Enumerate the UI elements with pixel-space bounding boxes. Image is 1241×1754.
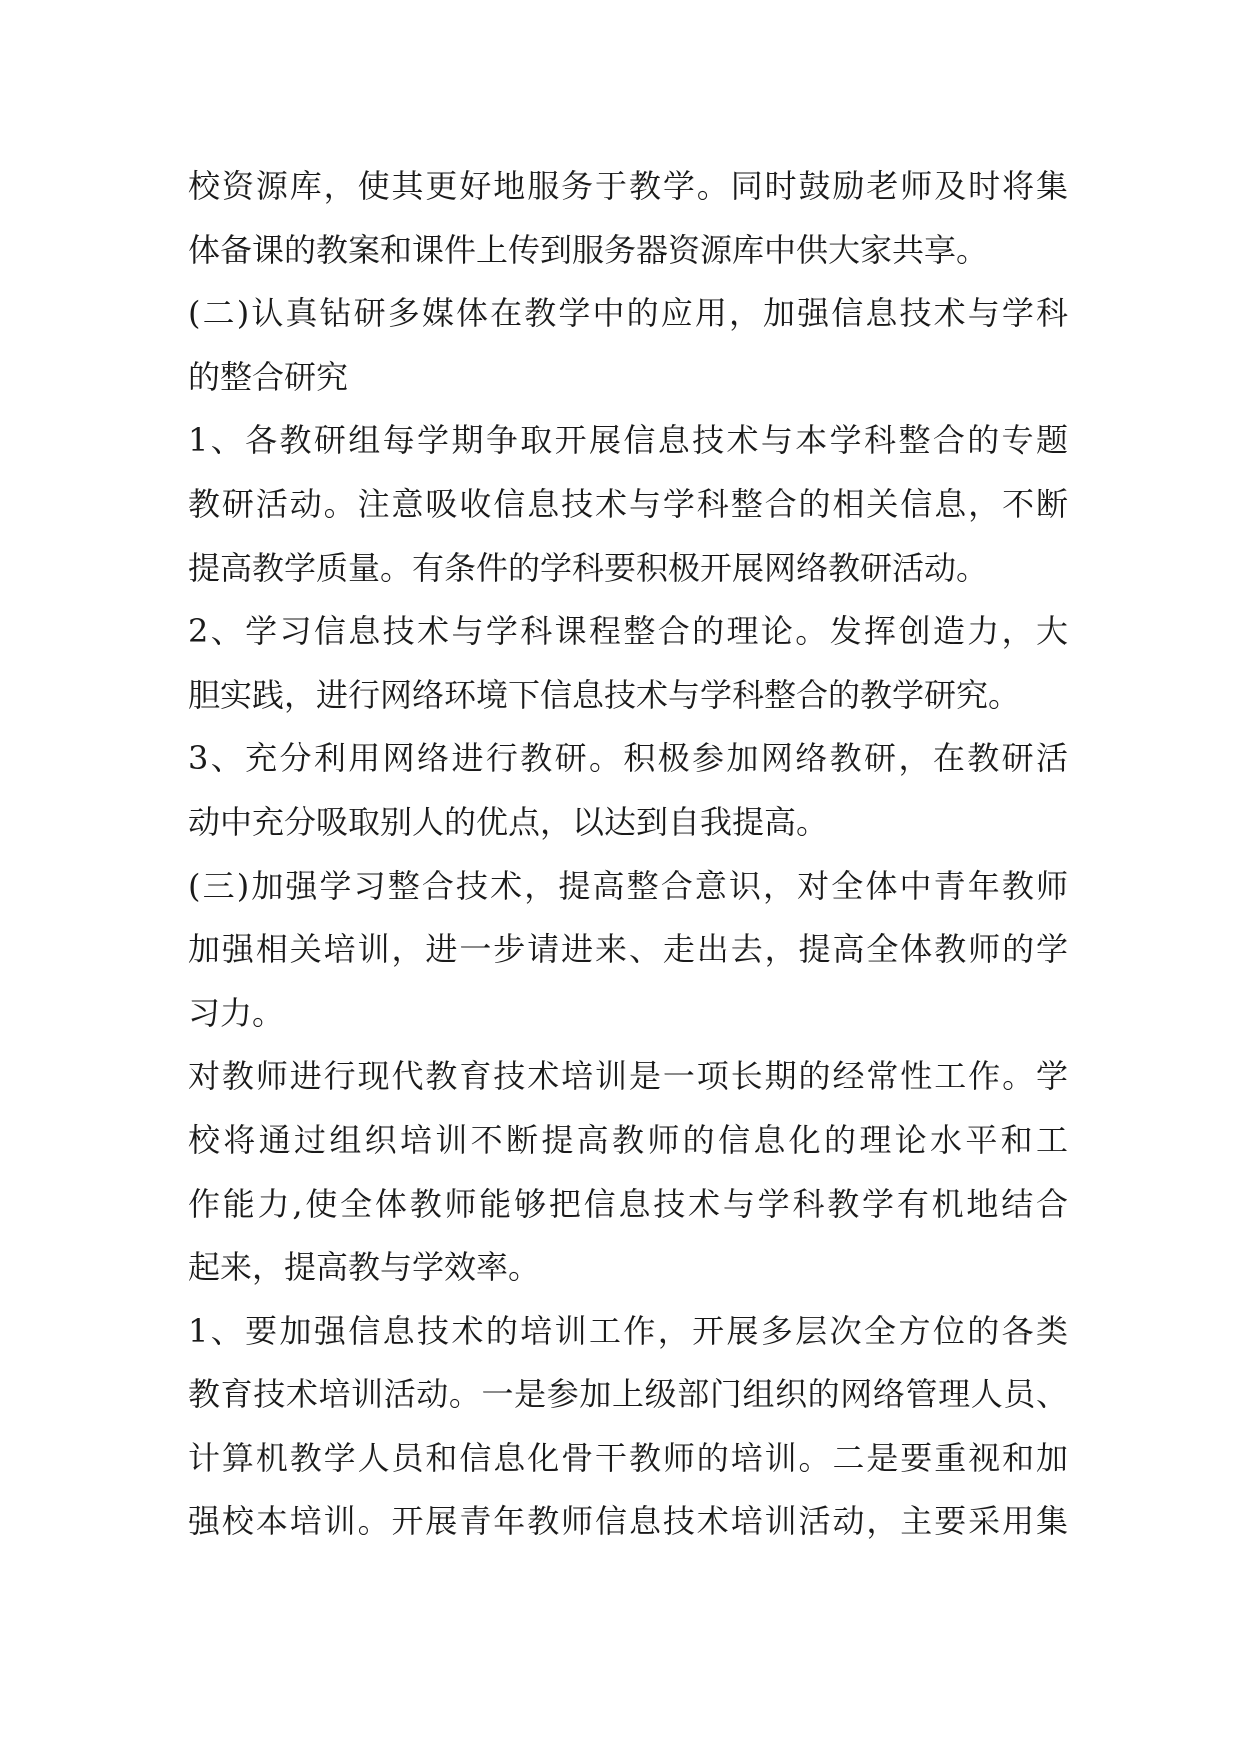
body-text xyxy=(188,155,1068,1554)
text-line: 校将通过组织培训不断提高教师的信息化的理论水平和工 xyxy=(188,1120,1068,1159)
text-line: 计算机教学人员和信息化骨干教师的培训。二是要重视和加 xyxy=(188,1438,1068,1477)
text-line: 提高教学质量。有条件的学科要积极开展网络教研活动。 xyxy=(188,548,989,587)
text-line: 1、要加强信息技术的培训工作，开展多层次全方位的各类 xyxy=(188,1311,1068,1350)
text-line: 教研活动。注意吸收信息技术与学科整合的相关信息，不断 xyxy=(188,484,1068,523)
text-line: 作能力,使全体教师能够把信息技术与学科教学有机地结合 xyxy=(188,1184,1068,1223)
text-line: 起来，提高教与学效率。 xyxy=(188,1248,541,1287)
section-heading: 习力。 xyxy=(188,993,285,1032)
section-heading: 加强相关培训，进一步请进来、走出去，提高全体教师的学 xyxy=(188,930,1068,969)
text-line: 对教师进行现代教育技术培训是一项长期的经常性工作。学 xyxy=(188,1057,1068,1096)
text-line: 教育技术培训活动。一是参加上级部门组织的网络管理人员、 xyxy=(188,1375,1068,1414)
section-heading: 的整合研究 xyxy=(188,357,349,396)
text-line: 强校本培训。开展青年教师信息技术培训活动，主要采用集 xyxy=(188,1502,1068,1541)
text-line: 校资源库，使其更好地服务于教学。同时鼓励老师及时将集 xyxy=(188,167,1068,205)
text-line: 体备课的教案和课件上传到服务器资源库中供大家共享。 xyxy=(188,230,989,269)
text-line: 3、充分利用网络进行教研。积极参加网络教研，在教研活 xyxy=(188,739,1068,778)
section-heading: (二)认真钻研多媒体在教学中的应用，加强信息技术与学科 xyxy=(188,294,1068,333)
text-line: 胆实践，进行网络环境下信息技术与学科整合的教学研究。 xyxy=(188,675,1021,714)
text-line: 2、学习信息技术与学科课程整合的理论。发挥创造力，大 xyxy=(188,612,1068,651)
section-heading: (三)加强学习整合技术，提高整合意识，对全体中青年教师 xyxy=(188,866,1068,905)
text-line: 动中充分吸取别人的优点，以达到自我提高。 xyxy=(188,802,829,841)
text-line: 1、各教研组每学期争取开展信息技术与本学科整合的专题 xyxy=(188,421,1068,460)
